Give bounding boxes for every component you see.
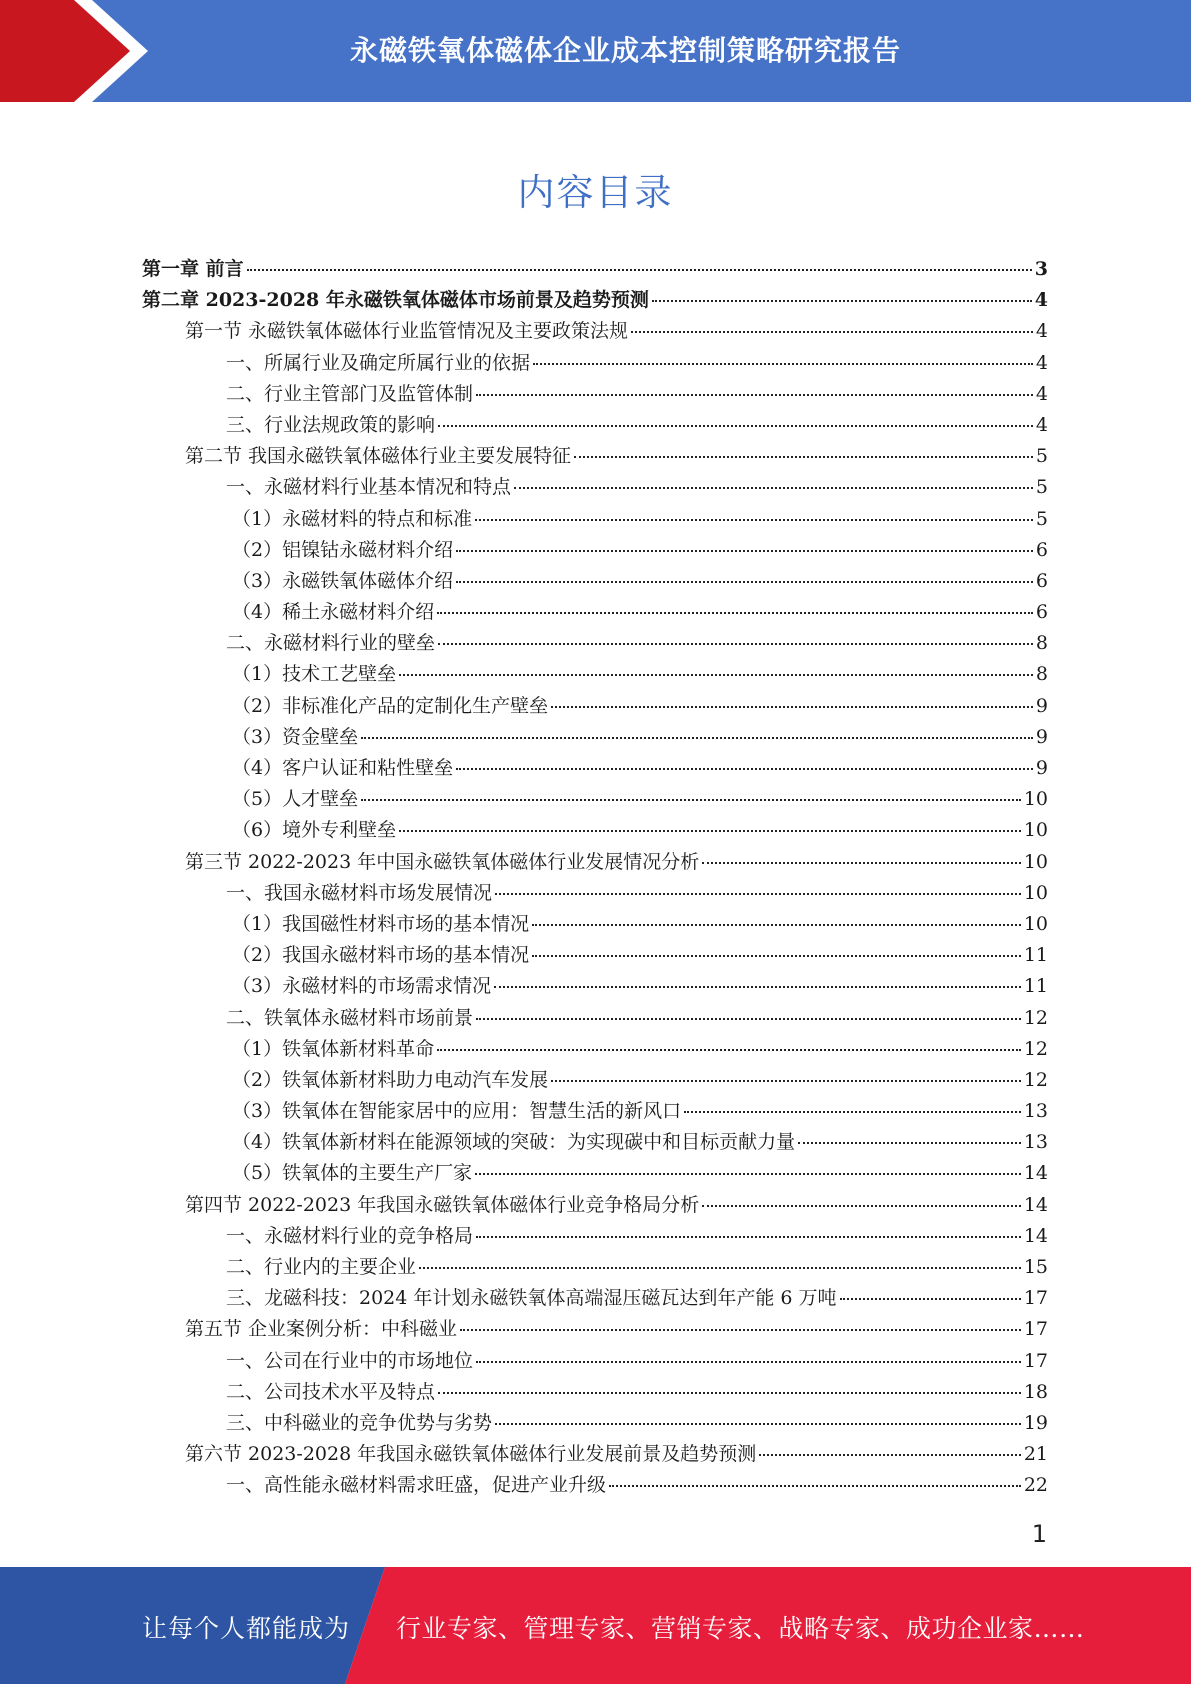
toc-dot-leader: [456, 581, 1033, 583]
toc-entry-page: 4: [1035, 320, 1048, 343]
toc-entry-title: 一、永磁材料行业基本情况和特点: [226, 476, 512, 499]
toc-entry[interactable]: [142, 1034, 1048, 1065]
toc-entry-title: （1）永磁材料的特点和标准: [232, 507, 473, 530]
toc-dot-leader: [684, 1111, 1021, 1113]
toc-entry-page: 5: [1035, 476, 1048, 499]
toc-entry-title: 第一章 前言: [142, 258, 244, 280]
toc-entry[interactable]: [142, 285, 1048, 316]
toc-entry-title: 三、中科磁业的竞争优势与劣势: [226, 1411, 493, 1434]
toc-dot-leader: [475, 1173, 1021, 1175]
toc-entry-page: 10: [1023, 881, 1048, 904]
toc-entry-title: 第六节 2023-2028 年我国永磁铁氧体磁体行业发展前景及趋势预测: [185, 1443, 757, 1466]
footer-slogan-right: 行业专家、管理专家、营销专家、战略专家、成功企业家……: [396, 1614, 1085, 1643]
toc-entry-title: 一、永磁材料行业的竞争格局: [226, 1224, 474, 1247]
toc-entry[interactable]: [142, 316, 1048, 347]
toc-entry[interactable]: [142, 441, 1048, 472]
toc-entry[interactable]: [142, 971, 1048, 1002]
toc-dot-leader: [476, 1236, 1021, 1238]
toc-entry-page: 15: [1023, 1256, 1048, 1278]
toc-entry-page: 8: [1035, 663, 1048, 686]
toc-dot-leader: [361, 737, 1033, 739]
toc-entry-title: 二、行业主管部门及监管体制: [226, 382, 474, 405]
toc-dot-leader: [247, 269, 1032, 271]
toc-entry[interactable]: [142, 1283, 1048, 1314]
toc-entry[interactable]: [142, 410, 1048, 441]
toc-entry-page: 12: [1023, 1068, 1048, 1091]
toc-dot-leader: [759, 1454, 1021, 1456]
toc-entry-title: 第四节 2022-2023 年我国永磁铁氧体磁体行业竞争格局分析: [185, 1193, 700, 1216]
toc-entry-title: （4）铁氧体新材料在能源领域的突破：为实现碳中和目标贡献力量: [232, 1131, 796, 1154]
toc-entry-page: 9: [1035, 757, 1048, 779]
toc-entry[interactable]: [142, 597, 1048, 628]
toc-entry-title: 一、公司在行业中的市场地位: [226, 1349, 474, 1372]
toc-entry[interactable]: [142, 753, 1048, 784]
toc-entry[interactable]: [142, 940, 1048, 971]
toc-dot-leader: [702, 1205, 1021, 1207]
toc-entry-page: 17: [1023, 1349, 1048, 1372]
toc-entry-page: 11: [1023, 975, 1048, 998]
toc-dot-leader: [399, 830, 1021, 832]
toc-entry-page: 17: [1023, 1287, 1048, 1310]
toc-entry-page: 17: [1023, 1318, 1048, 1341]
toc-entry[interactable]: [142, 1065, 1048, 1096]
toc-entry-page: 8: [1035, 632, 1048, 655]
toc-entry[interactable]: [142, 847, 1048, 878]
toc-entry-page: 18: [1023, 1380, 1048, 1403]
header-banner: [0, 0, 1191, 110]
toc-entry-page: 10: [1023, 819, 1048, 842]
toc-dot-leader: [438, 425, 1033, 427]
toc-entry-page: 19: [1023, 1411, 1048, 1434]
toc-entry-title: 第五节 企业案例分析：中科磁业: [185, 1318, 458, 1341]
toc-entry[interactable]: [142, 379, 1048, 410]
toc-entry[interactable]: [142, 784, 1048, 815]
table-of-contents: [142, 254, 1048, 1502]
toc-entry-title: （5）人才壁垒: [232, 788, 359, 811]
toc-dot-leader: [702, 862, 1021, 864]
toc-entry-title: 第二章 2023-2028 年永磁铁氧体磁体市场前景及趋势预测: [142, 289, 649, 312]
toc-dot-leader: [419, 1267, 1021, 1269]
toc-dot-leader: [361, 799, 1021, 801]
toc-heading: 内容目录: [517, 171, 674, 214]
toc-entry-title: （5）铁氧体的主要生产厂家: [232, 1162, 473, 1185]
toc-entry[interactable]: [142, 1003, 1048, 1034]
toc-entry-title: （2）我国永磁材料市场的基本情况: [232, 944, 530, 967]
toc-dot-leader: [476, 1361, 1021, 1363]
toc-dot-leader: [532, 955, 1021, 957]
toc-dot-leader: [495, 1423, 1021, 1425]
toc-entry[interactable]: [142, 628, 1048, 659]
toc-dot-leader: [438, 643, 1033, 645]
toc-dot-leader: [574, 456, 1033, 458]
toc-dot-leader: [476, 394, 1033, 396]
toc-entry[interactable]: [142, 348, 1048, 379]
report-title: 永磁铁氧体磁体企业成本控制策略研究报告: [349, 34, 901, 67]
toc-entry[interactable]: [142, 1221, 1048, 1252]
toc-entry-page: 14: [1023, 1224, 1048, 1247]
toc-entry-page: 6: [1035, 601, 1048, 624]
toc-entry-title: 三、龙磁科技：2024 年计划永磁铁氧体高端湿压磁瓦达到年产能 6 万吨: [226, 1287, 837, 1310]
toc-entry-page: 4: [1034, 289, 1048, 312]
toc-entry-title: 一、所属行业及确定所属行业的依据: [226, 351, 531, 374]
toc-dot-leader: [514, 487, 1033, 489]
toc-dot-leader: [631, 331, 1033, 333]
toc-entry[interactable]: [142, 1127, 1048, 1158]
toc-entry[interactable]: [142, 878, 1048, 909]
toc-dot-leader: [456, 550, 1033, 552]
toc-entry[interactable]: [142, 1190, 1048, 1221]
page-number: 1: [1031, 1520, 1047, 1548]
toc-entry-page: 12: [1023, 1037, 1048, 1060]
toc-entry-title: （3）资金壁垒: [232, 725, 359, 748]
toc-dot-leader: [798, 1142, 1021, 1144]
toc-dot-leader: [533, 363, 1033, 365]
toc-entry-title: （3）铁氧体在智能家居中的应用：智慧生活的新风口: [232, 1100, 682, 1123]
toc-entry-page: 13: [1023, 1100, 1048, 1123]
toc-entry-title: （1）铁氧体新材料革命: [232, 1037, 435, 1060]
toc-entry-title: （1）我国磁性材料市场的基本情况: [232, 912, 530, 935]
toc-entry[interactable]: [142, 722, 1048, 753]
toc-entry-title: 一、我国永磁材料市场发展情况: [226, 881, 493, 904]
toc-entry[interactable]: [142, 1470, 1048, 1501]
toc-entry-page: 9: [1035, 725, 1048, 748]
toc-entry[interactable]: [142, 1346, 1048, 1377]
toc-entry-page: 22: [1023, 1474, 1048, 1497]
toc-entry-title: （3）永磁铁氧体磁体介绍: [232, 569, 454, 592]
toc-entry-page: 6: [1035, 538, 1048, 561]
toc-dot-leader: [494, 986, 1021, 988]
toc-entry-title: （2）非标准化产品的定制化生产壁垒: [232, 694, 549, 717]
footer-slogan-left: 让每个人都能成为: [142, 1614, 351, 1643]
toc-entry[interactable]: [142, 815, 1048, 846]
toc-entry-page: 5: [1035, 507, 1048, 530]
toc-dot-leader: [652, 300, 1032, 302]
toc-dot-leader: [609, 1485, 1021, 1487]
toc-entry-title: （6）境外专利壁垒: [232, 819, 397, 842]
toc-entry-page: 4: [1035, 351, 1048, 374]
toc-entry-page: 4: [1035, 413, 1048, 436]
toc-entry-title: 第一节 永磁铁氧体磁体行业监管情况及主要政策法规: [185, 320, 629, 343]
toc-dot-leader: [476, 1018, 1021, 1020]
toc-entry[interactable]: [142, 535, 1048, 566]
toc-dot-leader: [840, 1298, 1021, 1300]
toc-entry-title: 二、行业内的主要企业: [226, 1256, 417, 1278]
toc-entry-page: 3: [1034, 258, 1048, 280]
toc-entry-title: 三、行业法规政策的影响: [226, 413, 436, 436]
toc-entry-page: 10: [1023, 912, 1048, 935]
toc-entry-page: 14: [1023, 1193, 1048, 1216]
toc-entry-title: （2）铁氧体新材料助力电动汽车发展: [232, 1068, 549, 1091]
toc-entry[interactable]: [142, 1252, 1048, 1283]
toc-dot-leader: [399, 674, 1033, 676]
toc-entry-title: （1）技术工艺壁垒: [232, 663, 397, 686]
toc-entry-title: 二、公司技术水平及特点: [226, 1380, 436, 1403]
toc-entry-page: 6: [1035, 569, 1048, 592]
toc-entry-title: 第三节 2022-2023 年中国永磁铁氧体磁体行业发展情况分析: [185, 850, 700, 873]
toc-dot-leader: [437, 612, 1033, 614]
toc-entry-title: （3）永磁材料的市场需求情况: [232, 975, 492, 998]
toc-dot-leader: [438, 1392, 1021, 1394]
toc-entry[interactable]: [142, 909, 1048, 940]
toc-entry[interactable]: [142, 566, 1048, 597]
toc-dot-leader: [456, 768, 1033, 770]
toc-entry-title: （4）稀土永磁材料介绍: [232, 601, 435, 624]
toc-entry-page: 5: [1035, 445, 1048, 468]
toc-dot-leader: [551, 1080, 1021, 1082]
toc-entry-page: 4: [1035, 382, 1048, 405]
toc-entry-title: 一、高性能永磁材料需求旺盛，促进产业升级: [226, 1474, 607, 1497]
toc-entry-page: 13: [1023, 1131, 1048, 1154]
toc-entry[interactable]: [142, 1158, 1048, 1189]
toc-entry-page: 10: [1023, 788, 1048, 811]
toc-entry[interactable]: [142, 504, 1048, 535]
toc-entry[interactable]: [142, 1377, 1048, 1408]
toc-entry-title: 二、永磁材料行业的壁垒: [226, 632, 436, 655]
toc-entry[interactable]: [142, 659, 1048, 690]
toc-dot-leader: [437, 1049, 1021, 1051]
toc-entry-page: 21: [1023, 1443, 1048, 1466]
toc-entry[interactable]: [142, 1408, 1048, 1439]
toc-entry-title: 二、铁氧体永磁材料市场前景: [226, 1006, 474, 1029]
toc-entry[interactable]: [142, 472, 1048, 503]
toc-entry-title: 第二节 我国永磁铁氧体磁体行业主要发展特征: [185, 445, 572, 468]
toc-dot-leader: [495, 893, 1021, 895]
toc-dot-leader: [551, 706, 1033, 708]
footer-banner: [0, 1567, 1191, 1684]
toc-entry-page: 12: [1023, 1006, 1048, 1029]
toc-entry[interactable]: [142, 1439, 1048, 1470]
toc-entry[interactable]: [142, 254, 1048, 285]
toc-entry[interactable]: [142, 691, 1048, 722]
toc-entry-title: （4）客户认证和粘性壁垒: [232, 757, 454, 779]
toc-entry-title: （2）铝镍钴永磁材料介绍: [232, 538, 454, 561]
toc-dot-leader: [475, 519, 1033, 521]
toc-entry-page: 9: [1035, 694, 1048, 717]
toc-dot-leader: [532, 924, 1021, 926]
toc-entry-page: 11: [1023, 944, 1048, 967]
toc-entry-page: 14: [1023, 1162, 1048, 1185]
toc-dot-leader: [460, 1329, 1021, 1331]
toc-entry[interactable]: [142, 1314, 1048, 1345]
toc-entry[interactable]: [142, 1096, 1048, 1127]
toc-entry-page: 10: [1023, 850, 1048, 873]
